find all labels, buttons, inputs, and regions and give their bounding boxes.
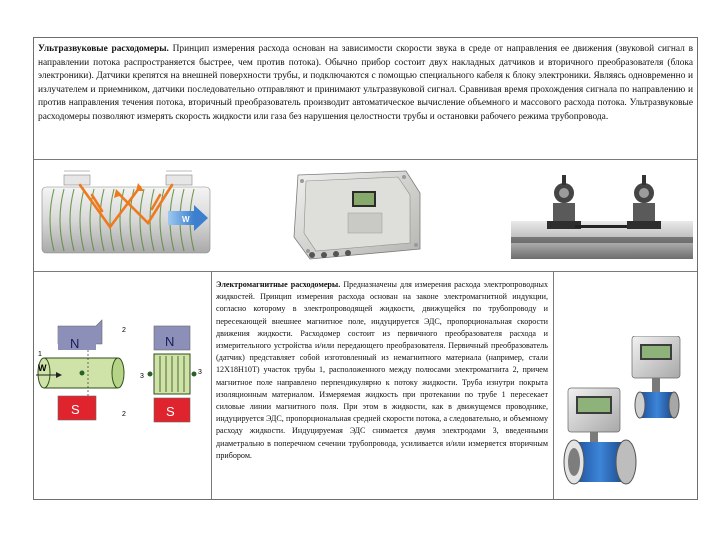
em-right-pole-n: N: [165, 334, 175, 349]
content-frame: [33, 37, 698, 500]
em-callout-3-left: 3: [140, 373, 144, 380]
em-callout-2-top: 2: [122, 327, 126, 334]
ultrasonic-heading: Ультразвуковые расходомеры.: [38, 44, 169, 54]
divider-top: [34, 159, 697, 160]
em-left-pole-n: N: [70, 336, 80, 351]
em-callout-2-bottom: 2: [122, 411, 126, 418]
em-callout-1: 1: [38, 351, 42, 358]
em-flow-label: W: [38, 363, 47, 373]
column-divider-left: [211, 271, 212, 499]
electromagnetic-principle-diagram: [36, 318, 208, 428]
divider-middle: [34, 271, 697, 272]
ultrasonic-pipe-diagram: [40, 165, 212, 261]
column-divider-right: [553, 271, 554, 499]
electromagnetic-flowmeter-photo: [558, 336, 692, 486]
ultrasonic-flow-label: W: [182, 215, 190, 224]
electromagnetic-paragraph: [216, 279, 548, 462]
em-left-pole-s: S: [71, 402, 80, 417]
ultrasonic-paragraph: [38, 43, 693, 125]
electromagnetic-heading: Электромагнитные расходомеры.: [216, 280, 341, 289]
ultrasonic-text: Принцип измерения расхода основан на зависимости скорости звука в среде от направления ее движения (звуковой сигнал в направлении потока распространяется быстрее, чем против потока). Обычно прибор состоит двух накладных датчиков и вторичного преобразователя (блока электроники). Датчики крепятся на внешней поверхности трубы, и подключаются с помощью специального кабеля к блоку электроники. Являясь одновременно и излучателем и приемником, датчики последовательно отправляют и принимают ультразвуковой сигнал. Сравнивая время прохождения сигнала по направлению и против направления течения потока, вторичный преобразователь производит автоматическое вычисление объемного и массового расхода потока. Ультразвуковые расходомеры позволяют измерять скорость жидкости или газа без нарушения целостности трубы и остановки рабочего режима трубопровода.: [38, 44, 693, 122]
electromagnetic-text: Предназначены для измерения расхода электропроводных жидкостей. Принцип измерения расхода основан на законе электромагнитной индукции, согласно которому в электропроводящей жидкости, движущейся по трубопроводу и пересекающей внешнее магнитное поле, индуцируется ЭДС, пропорциональная скорости движения жидкости. Расходомер состоит из первичного преобразователя расхода и измерительного устройства и/или передающего преобразователя. Первичный преобразователь (датчик) представляет собой изготовленный из немагнитного материала (например, стали 12Х18Н10Т) участок трубы 1, расположенного между полюсами электромагнита 2, причем магнитное поле направлено перпендикулярно к потоку жидкости. Труба изнутри покрыта изоляционным материалом. Измеряемая жидкость при протекании по трубе 1 пересекает силовые линии магнитного поля. При этом в жидкости, как в движущемся проводнике, индуцируется ЭДС, пропорциональная средней скорости потока, а следовательно, и объемному расходу жидкости. Индуцируемая ЭДС снимается двумя электродами 3, введенными диаметрально в поперечном сечении трубопровода, усиливается и/или измеряется вторичным прибором.: [216, 280, 548, 460]
em-callout-3-right: 3: [198, 369, 202, 376]
ultrasonic-electronics-unit-photo: [280, 163, 430, 267]
em-right-pole-s: S: [166, 404, 175, 419]
ultrasonic-clamp-sensors-photo: [511, 163, 693, 267]
